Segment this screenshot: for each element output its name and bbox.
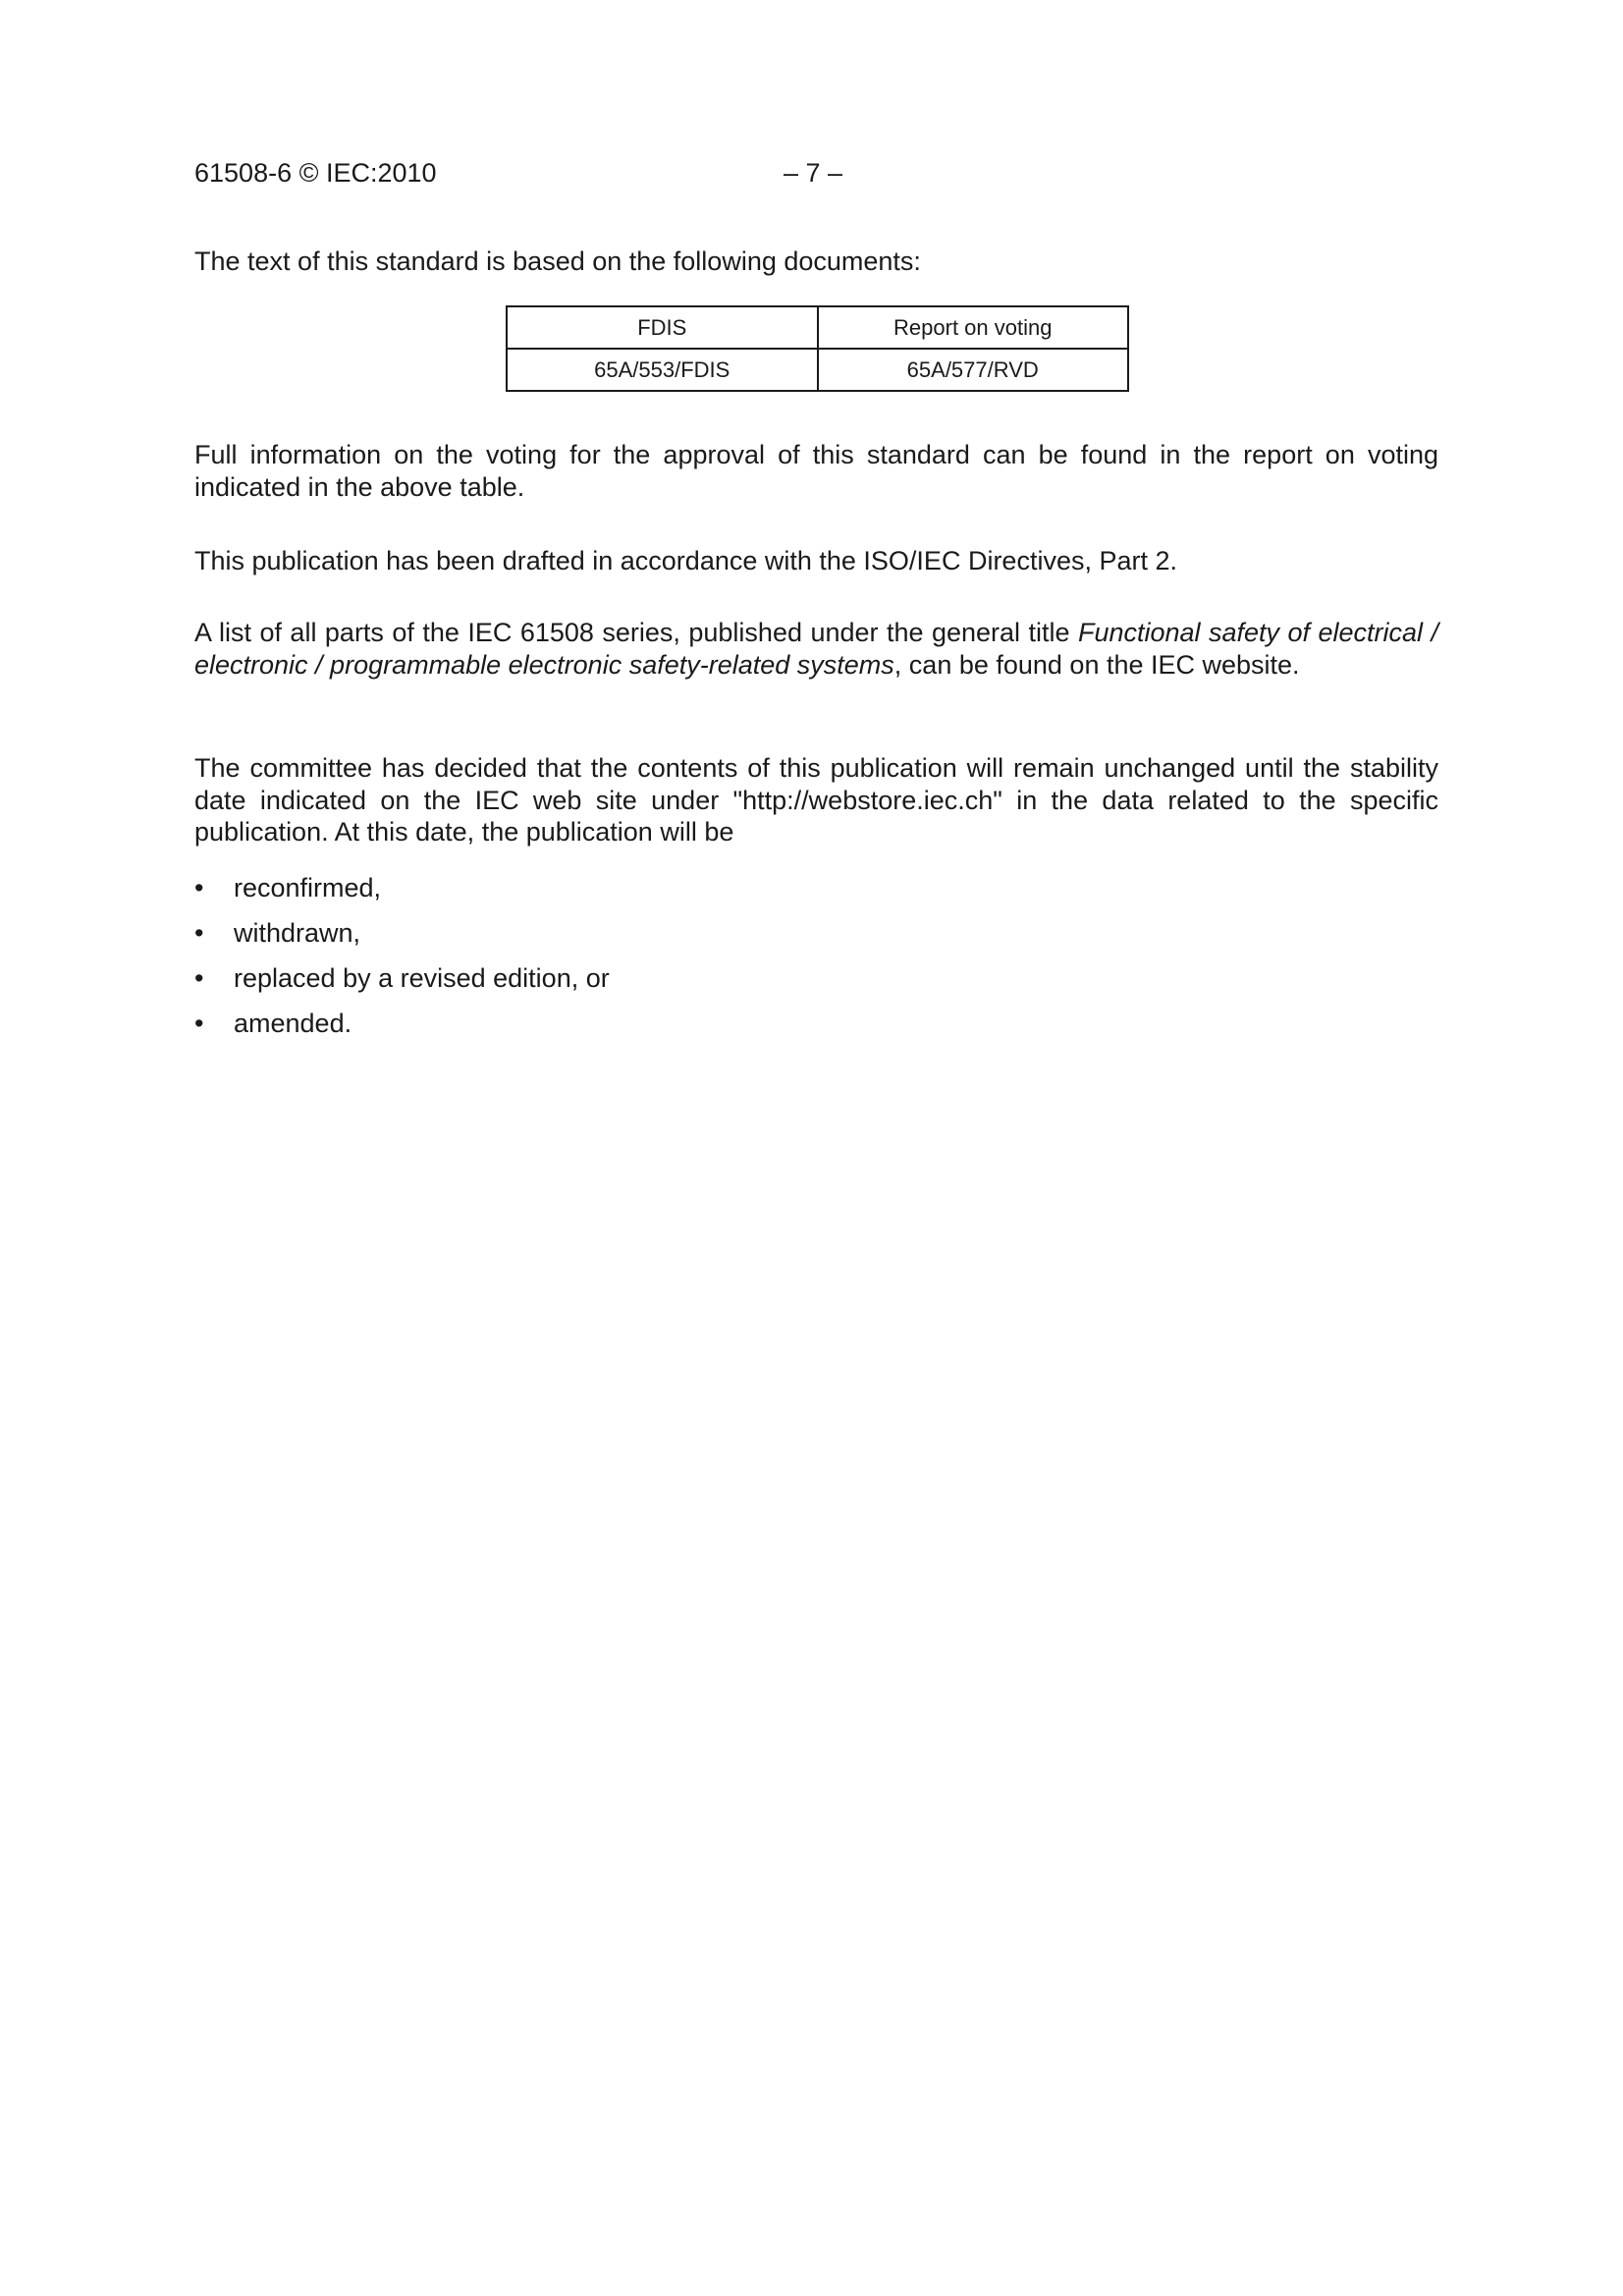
document-id-header: 61508-6 © IEC:2010 xyxy=(194,158,437,188)
stability-paragraph: The committee has decided that the contents of this publication will remain unchanged until the stability date indicated on the IEC web site under "http://webstore.iec.ch" in the data related to the specific publication. At this date, the publication will be xyxy=(194,753,1438,847)
list-item xyxy=(194,962,610,1008)
bullet-icon: • xyxy=(194,1009,204,1038)
series-title: Functional safety of electrical / electronic / programmable electronic safety-related systems xyxy=(194,618,1439,680)
bullet-icon: • xyxy=(194,918,204,948)
outcomes-list xyxy=(194,872,610,1053)
bullet-icon: • xyxy=(194,873,204,902)
list-item-text: amended. xyxy=(234,1009,352,1038)
list-item-text: reconfirmed, xyxy=(234,873,382,902)
drafting-paragraph: This publication has been drafted in accordance with the ISO/IEC Directives, Part 2. xyxy=(194,546,1178,575)
intro-text: The text of this standard is based on the following documents: xyxy=(194,246,921,276)
series-paragraph xyxy=(194,617,1438,681)
table-header-cell: FDIS xyxy=(507,306,818,349)
table-cell: 65A/577/RVD xyxy=(818,349,1129,391)
list-item-text: withdrawn, xyxy=(234,918,361,948)
list-item-text: replaced by a revised edition, or xyxy=(234,963,610,993)
series-text-after: , can be found on the IEC website. xyxy=(893,649,1300,680)
series-text-before: A list of all parts of the IEC 61508 series, published under the general title xyxy=(194,618,1078,647)
list-item xyxy=(194,917,610,962)
voting-info-paragraph: Full information on the voting for the approval of this standard can be found in the report on voting indicated in the above table. xyxy=(194,440,1438,502)
bullet-icon: • xyxy=(194,963,204,993)
list-item xyxy=(194,1008,610,1053)
table-row xyxy=(507,349,1128,391)
table-cell: 65A/553/FDIS xyxy=(507,349,818,391)
table-header-cell: Report on voting xyxy=(818,306,1129,349)
page-number: – 7 – xyxy=(784,158,843,188)
documents-table xyxy=(506,305,1129,392)
list-item xyxy=(194,872,610,917)
table-header-row xyxy=(507,306,1128,349)
